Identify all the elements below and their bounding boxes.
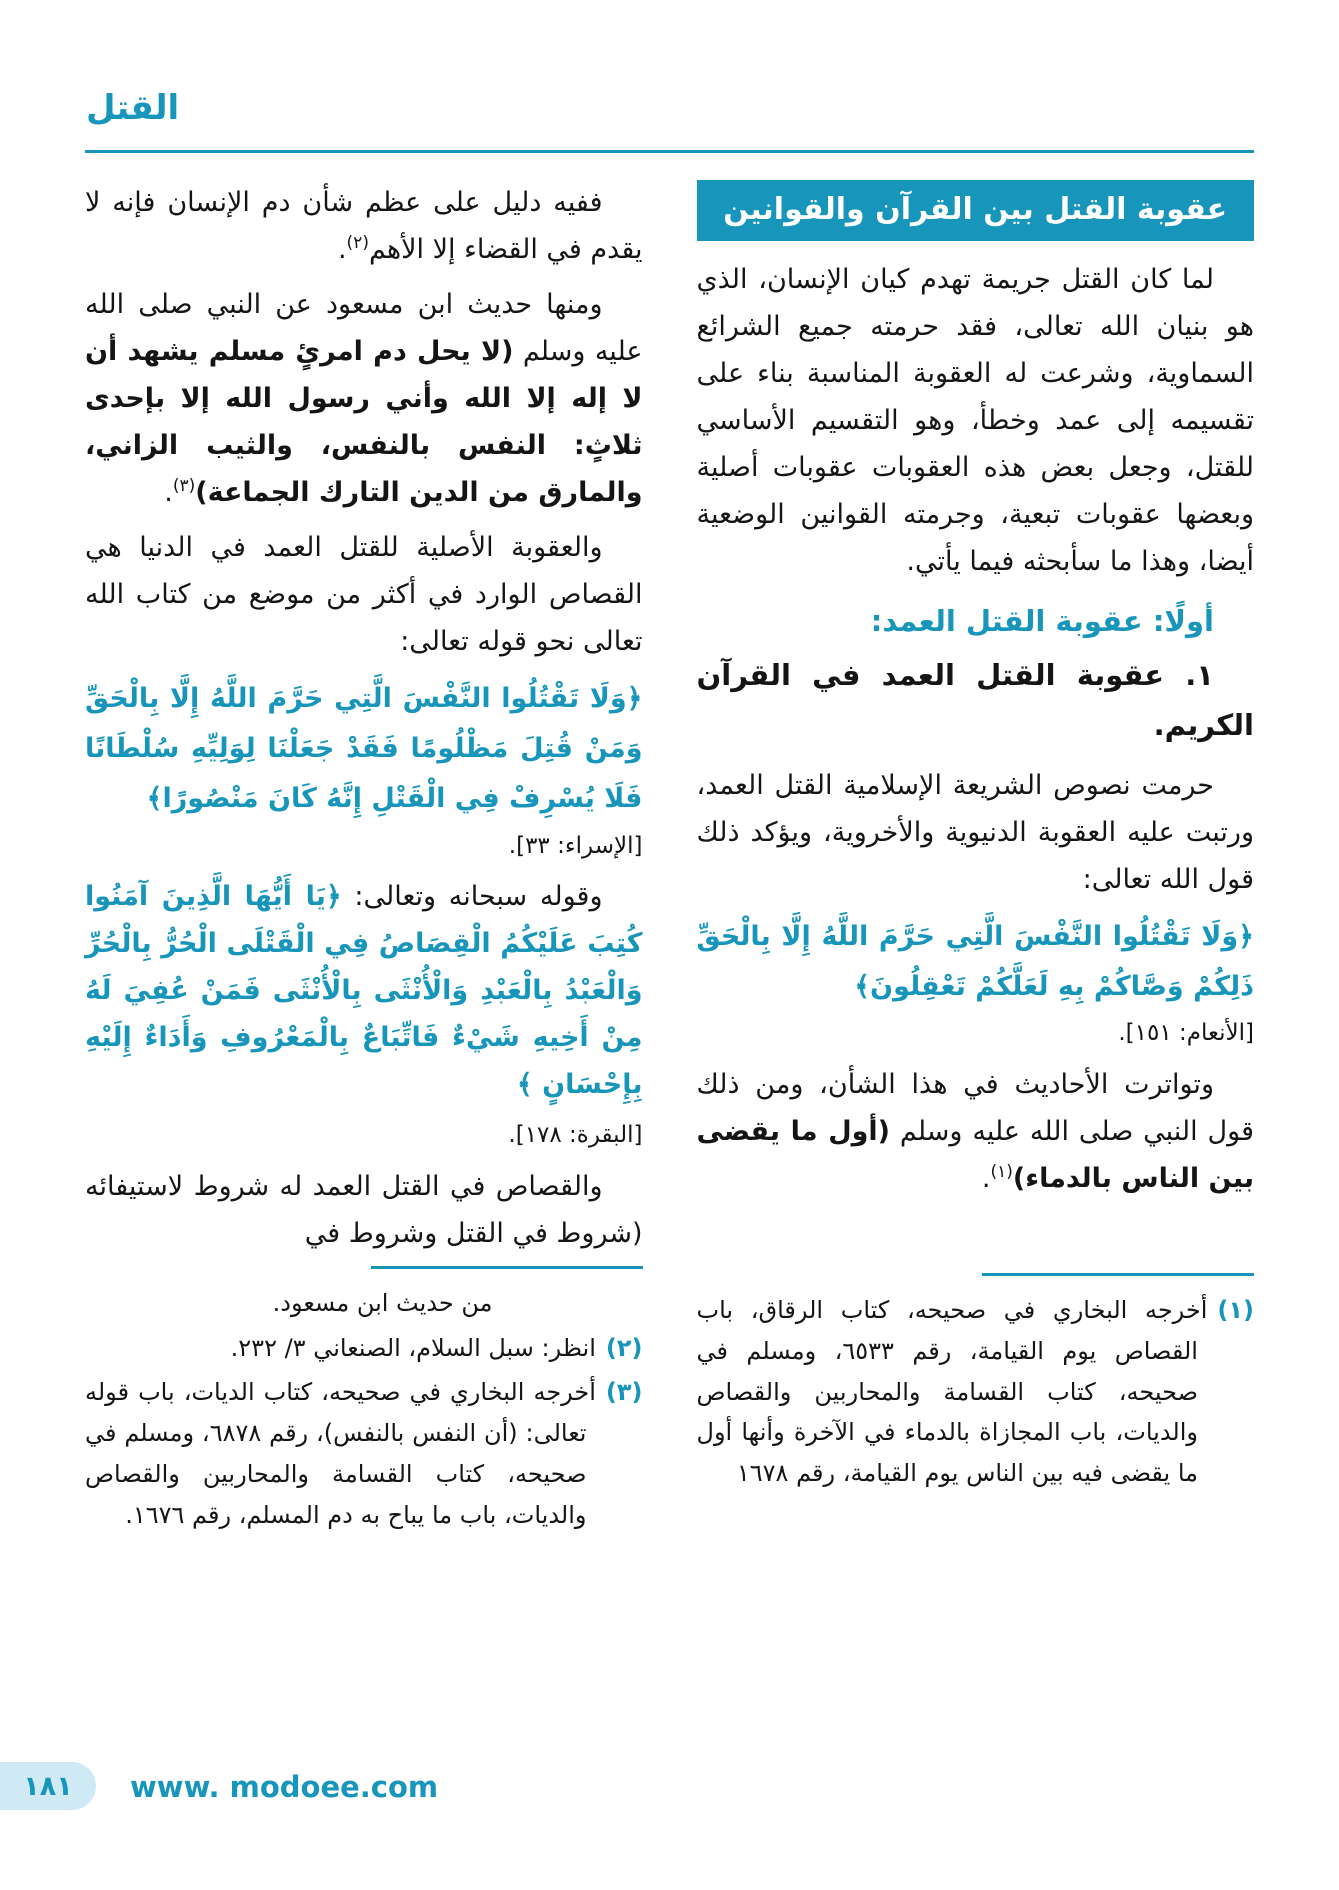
section-title-box <box>697 180 1255 241</box>
footnote-text-1: أخرجه البخاري في صحيحه، كتاب الرقاق، باب القصاص يوم القيامة، رقم ٦٥٣٣، ومسلم في صحيحه، كتاب القسامة والمحاربين والقصاص والديات، باب المجازاة بالدماء في الآخرة وأنها أول ما يقضى فيه بين الناس يوم القيامة، رقم ١٦٧٨ <box>696 1296 1208 1488</box>
footnotes-left <box>85 1266 643 1540</box>
paragraph-dalil <box>85 180 643 274</box>
footnote-text-2: انظر: سبل السلام، الصنعاني ٣/ ٢٣٢. <box>230 1333 596 1362</box>
paragraph-qawluhu <box>85 874 643 1109</box>
footnote-number-2: (٢) <box>605 1333 643 1362</box>
quran-ref-isra: [الإسراء: ٣٣]. <box>508 832 643 859</box>
hadith-period-left: . <box>164 476 173 508</box>
footnote-continuation: من حديث ابن مسعود. <box>272 1288 493 1317</box>
header-rule <box>85 150 1254 153</box>
subheading-first: أولًا: عقوبة القتل العمد: <box>870 603 1214 638</box>
dalil-text: ففيه دليل على عظم شأن دم الإنسان فإنه لا يقدم في القضاء إلا الأهم <box>85 187 643 265</box>
dalil-period: . <box>337 233 347 265</box>
numbered-item-1: ١. عقوبة القتل العمد في القرآن الكريم. <box>696 657 1254 743</box>
page-number: ١٨١ <box>23 1770 73 1802</box>
footnote-item-3 <box>85 1372 643 1535</box>
paragraph-tahrim: حرمت نصوص الشريعة الإسلامية القتل العمد، ورتبت عليه العقوبة الدنيوية والأخروية، ويؤكد ذلك قول الله تعالى: <box>696 769 1254 895</box>
running-head-title: القتل <box>86 88 180 128</box>
paragraph-qisas-shurut: والقصاص في القتل العمد له شروط لاستيفائه (شروط في القتل وشروط في <box>85 1170 643 1249</box>
footnotes-right <box>697 1273 1255 1498</box>
paragraph-hadith-awwal <box>697 1062 1255 1203</box>
quran-ref-anam: [الأنعام: ١٥١]. <box>1118 1020 1254 1047</box>
footnote-ref-1: (١) <box>990 1162 1013 1183</box>
quran-verse-anam: ﴿وَلَا تَقْتُلُوا النَّفْسَ الَّتِي حَرَّمَ اللَّهُ إِلَّا بِالْحَقِّ ذَلِكُمْ وَصَّاكُمْ بِهِ لَعَلَّكُمْ تَعْقِلُونَ﴾ <box>696 920 1254 1002</box>
hadith-lead: وتواترت الأحاديث في هذا الشأن، ومن ذلك قول النبي صلى الله عليه وسلم <box>696 1069 1255 1148</box>
footnote-text-3: أخرجه البخاري في صحيحه، كتاب الديات، باب قوله تعالى: (أن النفس بالنفس)، رقم ٦٨٧٨، ومسلم في صحيحه، كتاب القسامة والمحاربين والقصاص والديات، باب ما يباح به دم المسلم، رقم ١٦٧٦. <box>85 1378 596 1529</box>
footnote-ref-3: (٣) <box>172 475 196 496</box>
paragraph-intro: لما كان القتل جريمة تهدم كيان الإنسان، الذي هو بنيان الله تعالى، فقد حرمته جميع الشرائع السماوية، وشرعت له العقوبة المناسبة بناء على تقسيمه إلى عمد وخطأ، وهو التقسيم الأساسي للقتل، وجعل بعض هذه العقوبات عقوبات أصلية وبعضها عقوبات تبعية، وجرمته القوانين الوضعية أيضا، وهذا ما سأبحثه فيما يأتي. <box>696 264 1254 577</box>
column-left <box>85 180 643 1529</box>
two-column-body <box>85 180 1255 1529</box>
hadith-quote-left: (لا يحل دم امرئٍ مسلم يشهد أن لا إله إلا الله وأني رسول الله إلا بإحدى ثلاثٍ: النفس بالنفس، والثيب الزاني، والمارق من الدين التارك الجماعة) <box>85 335 643 508</box>
footnote-item-2 <box>85 1328 643 1369</box>
footnote-item-1 <box>697 1290 1255 1494</box>
column-right <box>697 180 1255 1498</box>
footnote-number-1: (١) <box>1217 1296 1254 1325</box>
page-number-badge <box>0 1762 96 1810</box>
footnote-ref-2: (٢) <box>346 232 369 253</box>
footnote-rule-left <box>371 1266 643 1269</box>
footnote-number-3: (٣) <box>605 1378 643 1407</box>
website-url: www. modoee.com <box>130 1770 439 1804</box>
sentence-period: . <box>981 1163 991 1195</box>
paragraph-hadith-ibn-masoud <box>85 282 643 517</box>
paragraph-uquba-asliya: والعقوبة الأصلية للقتل العمد في الدنيا هي القصاص الوارد في أكثر من موضع من كتاب الله تعالى نحو قوله تعالى: <box>85 531 643 657</box>
hadith-lead-left: ومنها حديث ابن مسعود عن النبي صلى الله عليه وسلم <box>85 288 643 367</box>
quran-verse-isra: ﴿وَلَا تَقْتُلُوا النَّفْسَ الَّتِي حَرَّمَ اللَّهُ إِلَّا بِالْحَقِّ وَمَنْ قُتِلَ مَظْلُومًا فَقَدْ جَعَلْنَا لِوَلِيِّهِ سُلْطَانًا فَلَا يُسْرِفْ فِي الْقَتْلِ إِنَّهُ كَانَ مَنْصُورًا﴾ <box>85 682 643 814</box>
footnote-rule-right <box>982 1273 1254 1276</box>
quran-verse-baqarah: ﴿يَا أَيُّهَا الَّذِينَ آمَنُوا كُتِبَ عَلَيْكُمُ الْقِصَاصُ فِي الْقَتْلَى الْحُرُّ بِالْحُرِّ وَالْعَبْدُ بِالْعَبْدِ وَالْأُنْثَى بِالْأُنْثَى فَمَنْ عُفِيَ لَهُ مِنْ أَخِيهِ شَيْءٌ فَاتِّبَاعٌ بِالْمَعْرُوفِ وَأَدَاءٌ إِلَيْهِ بِإِحْسَانٍ ﴾ <box>85 881 643 1101</box>
hadith-quote: (أول ما يقضى بين الناس بالدماء) <box>696 1116 1254 1195</box>
quran-ref-baqarah: [البقرة: ١٧٨]. <box>508 1122 643 1149</box>
section-title: عقوبة القتل بين القرآن والقوانين <box>723 192 1228 227</box>
qawluhu-lead: وقوله سبحانه وتعالى: <box>341 881 603 913</box>
